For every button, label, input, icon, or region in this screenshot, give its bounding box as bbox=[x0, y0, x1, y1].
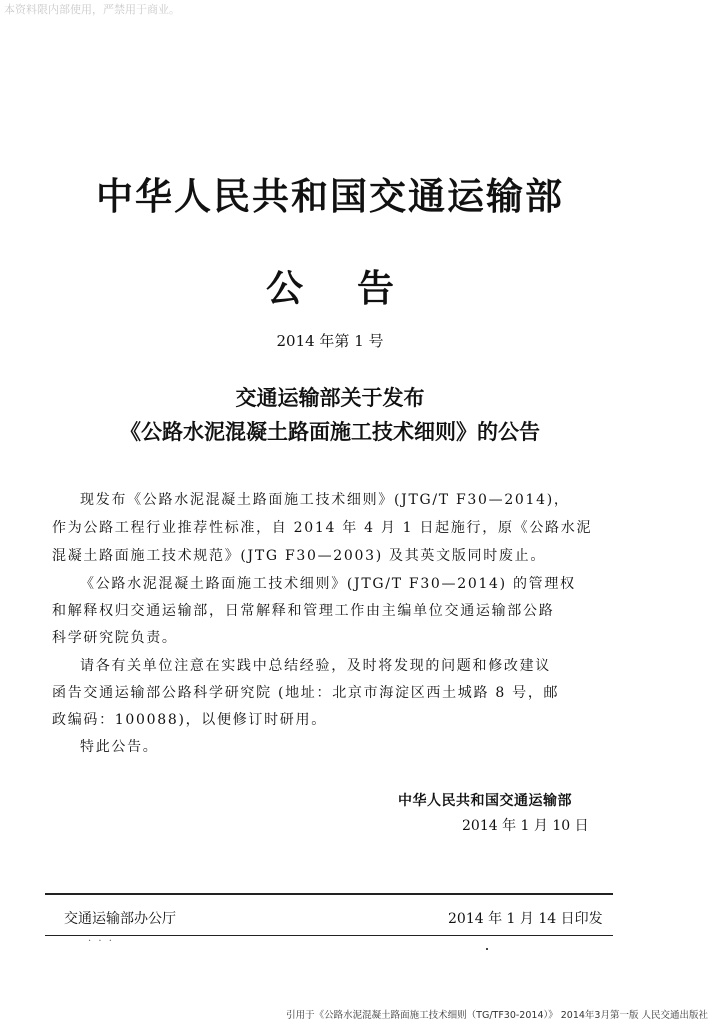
citation-text: 引用于《公路水泥混凝土路面施工技术细则（TG/TF30-2014）》 2014年3月第一版 人民交通出版社 bbox=[286, 1010, 708, 1021]
headline-line-2: 《公路水泥混凝土路面施工技术细则》的公告 bbox=[120, 419, 540, 444]
footer-bottom-rule bbox=[45, 935, 613, 936]
issue-number: 2014 年第 1 号 bbox=[276, 332, 384, 350]
body-line: 作为公路工程行业推荐性标准，自 2014 年 4 月 1 日起施行，原《公路水泥 bbox=[52, 520, 593, 536]
scan-speck bbox=[486, 948, 488, 950]
footer-print-date: 2014 年 1 月 14 日印发 bbox=[448, 911, 603, 927]
watermark-text: 本资料限内部使用，严禁用于商业。 bbox=[4, 3, 180, 16]
signature-org: 中华人民共和国交通运输部 bbox=[398, 793, 572, 809]
body-line: 和解释权归交通运输部，日常解释和管理工作由主编单位交通运输部公路 bbox=[52, 603, 555, 619]
body-line: 现发布《公路水泥混凝土路面施工技术细则》(JTG/T F30—2014)， bbox=[80, 492, 570, 508]
headline-line-1: 交通运输部关于发布 bbox=[235, 385, 425, 410]
body-line: 特此公告。 bbox=[80, 739, 159, 755]
footer-office: 交通运输部办公厅 bbox=[64, 911, 176, 927]
footer-top-rule bbox=[45, 893, 613, 895]
ministry-title: 中华人民共和国交通运输部 bbox=[96, 174, 564, 218]
signature-date: 2014 年 1 月 10 日 bbox=[462, 818, 589, 834]
notice-title: 公告 bbox=[266, 266, 448, 310]
body-line: 《公路水泥混凝土路面施工技术细则》(JTG/T F30—2014) 的管理权 bbox=[80, 576, 576, 592]
body-line: 请各有关单位注意在实践中总结经验，及时将发现的问题和修改建议 bbox=[80, 658, 551, 674]
body-line: 混凝土路面施工技术规范》(JTG F30—2003) 及其英文版同时废止。 bbox=[52, 548, 547, 564]
body-line: 政编码：100088)，以便修订时研用。 bbox=[52, 712, 327, 728]
body-line: 科学研究院负责。 bbox=[52, 630, 178, 646]
body-line: 函告交通运输部公路科学研究院 (地址：北京市海淀区西土城路 8 号，邮 bbox=[52, 685, 560, 701]
scan-noise: · · · bbox=[88, 936, 114, 947]
